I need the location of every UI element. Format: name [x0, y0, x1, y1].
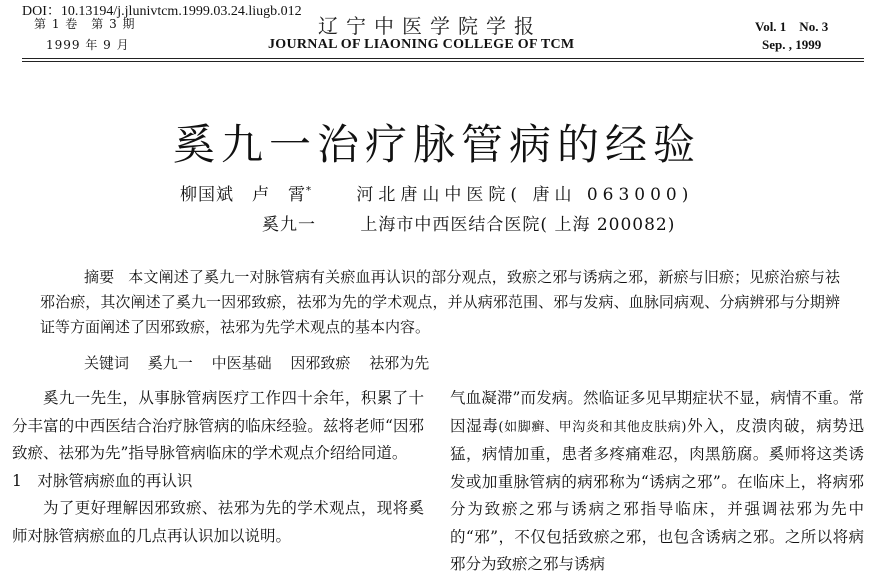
keyword: 因邪致瘀 — [290, 354, 351, 372]
volume-issue-en: Vol. 1 No. 3 — [755, 19, 829, 34]
header-rule-thin — [22, 61, 864, 62]
corresponding-mark: * — [306, 185, 312, 197]
keyword: 中医基础 — [211, 354, 272, 372]
body-text-note: (如脚癣、甲沟炎和其他皮肤病) — [498, 419, 687, 435]
body-paragraph — [450, 385, 864, 579]
body-text: 气血凝滞”而发病。然临证多见早期症状不显，病情不重。常因湿毒 — [450, 389, 864, 435]
journal-title-cn: 辽宁中医学院学报 — [318, 14, 542, 38]
article-title: 奚九一治疗脉管病的经验 — [172, 120, 701, 169]
keyword: 奚九一 — [147, 354, 193, 372]
doi-text: DOI：10.13194/j.jlunivtcm.1999.03.24.liugb.012 — [22, 4, 302, 19]
affiliation-2: 上海市中西医结合医院( 上海 200082) — [360, 215, 676, 235]
header-rule — [22, 58, 864, 59]
author-line-2 — [262, 210, 675, 235]
keywords-label: 关键词 — [84, 354, 130, 372]
publication-date-en: Sep. , 1999 — [762, 37, 822, 52]
publication-date-cn: 1999 年 9 月 — [46, 38, 130, 52]
abstract — [40, 265, 840, 340]
abstract-label: 摘要 — [84, 268, 115, 286]
affiliation-1: 河北唐山中医院( 唐山 063000) — [356, 185, 694, 205]
authors-names: 柳国斌 卢 霄 — [180, 185, 306, 205]
body-right-column — [450, 385, 864, 579]
body-text: 外入，皮溃肉破，病势迅猛，病情加重，患者多疼痛难忍，肉黑筋腐。奚师将这类诱发或加重脉管病的病邪称为“诱病之邪”。在临床上，将病邪分为致瘀之邪与诱病之邪指导临床，并强调祛邪为先中的“邪”，不仅包括致瘀之邪，也包含诱病之邪。之所以将病邪分为致瘀之邪与诱病 — [450, 416, 864, 573]
body-left-column — [12, 385, 424, 550]
author-line-1 — [180, 180, 693, 205]
keywords — [84, 352, 429, 373]
author-name-2: 奚九一 — [262, 215, 316, 235]
abstract-text: 本文阐述了奚九一对脉管病有关瘀血再认识的部分观点，致瘀之邪与诱病之邪，新瘀与旧瘀；见瘀治瘀与祛邪治瘀，其次阐述了奚九一因邪致瘀，祛邪为先的学术观点，并从病邪范围、邪与发病、血脉同病观、分病辨邪与分期辨证等方面阐述了因邪致瘀，祛邪为先学术观点的基本内容。 — [40, 268, 840, 336]
body-paragraph: 为了更好理解因邪致瘀、祛邪为先的学术观点，现将奚师对脉管病瘀血的几点再认识加以说明。 — [12, 499, 424, 545]
keyword: 祛邪为先 — [369, 354, 430, 372]
section-heading: 1 对脉管病瘀血的再认识 — [12, 471, 193, 490]
body-paragraph: 奚九一先生，从事脉管病医疗工作四十余年，积累了十分丰富的中西医结合治疗脉管病的临床经验。兹将老师“因邪致瘀、祛邪为先”指导脉管病临床的学术观点介绍给同道。 — [12, 389, 424, 462]
volume-issue-cn: 第 1 卷 第 3 期 — [34, 17, 136, 31]
journal-title-en: JOURNAL OF LIAONING COLLEGE OF TCM — [268, 37, 575, 52]
